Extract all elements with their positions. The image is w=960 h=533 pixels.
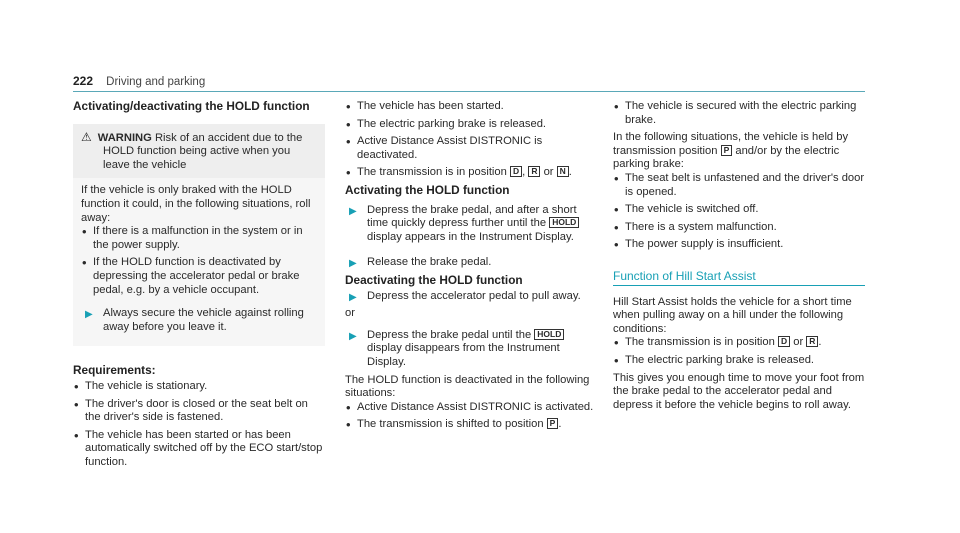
activating-heading: Activating the HOLD function: [345, 182, 510, 197]
hill-start-list: [613, 336, 865, 367]
requirements-list-cont: [345, 100, 595, 180]
warning-action: [81, 307, 317, 334]
column-3: [613, 100, 865, 412]
list-item-transmission: • The transmission is in position D , R or N .: [345, 166, 595, 180]
deactivation-list: [345, 401, 595, 432]
arrow-icon: ▶: [349, 258, 357, 270]
arrow-icon: ▶: [85, 309, 93, 321]
deactivating-heading: Deactivating the HOLD function: [345, 272, 523, 287]
arrow-icon: ▶: [349, 205, 357, 217]
warning-action-text: Always secure the vehicle against rolling away before you leave it.: [103, 307, 304, 333]
list-item: • The vehicle is stationary.: [73, 380, 325, 394]
list-item: • The seat belt is unfastened and the driver's door is opened.: [613, 172, 865, 199]
requirements-heading: Requirements:: [73, 363, 156, 378]
gear-d-symbol: D: [510, 166, 522, 177]
gear-p-symbol: P: [721, 145, 733, 156]
list-item: • Active Distance Assist DISTRONIC is deactivated.: [345, 135, 595, 162]
warning-body-text: If the vehicle is only braked with the HOLD function it could, in the following situations, roll away:: [81, 184, 311, 224]
list-item: • Active Distance Assist DISTRONIC is activated.: [345, 401, 595, 415]
gear-d-symbol: D: [778, 336, 790, 347]
list-item: • The vehicle has been started or has been automatically switched off by the ECO start/stop function.: [73, 429, 325, 470]
warning-text-1: Risk of an accident due to the: [154, 131, 303, 144]
list-item: • The vehicle has been started.: [345, 100, 595, 114]
gear-r-symbol: R: [528, 166, 540, 177]
header-rule: [73, 91, 865, 92]
page-title: Driving and parking: [106, 76, 206, 88]
list-item: • The transmission is shifted to position P .: [345, 418, 595, 432]
list-item: • There is a system malfunction.: [613, 221, 865, 235]
list-item: • The vehicle is secured with the electric parking brake.: [613, 100, 865, 127]
page-number: 222: [73, 74, 94, 88]
warning-header: [73, 124, 325, 179]
deactivation-para: The HOLD function is deactivated in the following situations:: [345, 373, 590, 400]
action-step: ▶ Depress the brake pedal, and after a short time quickly depress further until the HOLD display appears in the Instrument Display.: [345, 204, 595, 245]
list-item: • The electric parking brake is released.: [345, 118, 595, 132]
warning-box: [73, 124, 325, 347]
hill-start-heading: Function of Hill Start Assist: [613, 270, 865, 286]
warning-text-3: leave the vehicle: [103, 158, 187, 171]
list-item: • The driver's door is closed or the seat belt on the driver's side is fastened.: [73, 398, 325, 425]
hill-start-para: Hill Start Assist holds the vehicle for a short time when pulling away on a hill under the following conditions:: [613, 295, 852, 335]
held-para: In the following situations, the vehicle is held by transmission position P and/or by the electric parking brake:: [613, 131, 849, 171]
hold-symbol: HOLD: [549, 217, 579, 228]
arrow-icon: ▶: [349, 291, 357, 303]
list-item: • If the HOLD function is deactivated by depressing the accelerator pedal or brake pedal, e.g. by a vehicle occupant.: [81, 256, 317, 297]
column-1: [73, 100, 325, 473]
secured-list: [613, 100, 865, 127]
arrow-icon: ▶: [349, 330, 357, 342]
gear-n-symbol: N: [557, 166, 569, 177]
held-list: [613, 172, 865, 252]
hold-symbol: HOLD: [534, 329, 564, 340]
list-item: • The power supply is insufficient.: [613, 238, 865, 252]
list-item: • The electric parking brake is released.: [613, 354, 865, 368]
column-2: [345, 100, 595, 436]
or-text: or: [345, 307, 355, 320]
action-step: ▶ Depress the accelerator pedal to pull away.: [349, 289, 581, 303]
page-header: [73, 75, 865, 90]
action-step: ▶ Release the brake pedal.: [349, 256, 492, 270]
warning-title: WARNING: [97, 131, 152, 144]
section-heading-hold: Activating/deactivating the HOLD function: [73, 99, 310, 113]
list-item: • The transmission is in position D or R .: [613, 336, 865, 350]
hill-start-final: This gives you enough time to move your foot from the brake pedal to the accelerator pedal and depress it before the vehicle begins to roll away.: [613, 371, 865, 411]
warning-body: [73, 178, 325, 346]
action-step: ▶ Depress the brake pedal until the HOLD display disappears from the Instrument Display.: [345, 329, 595, 370]
requirements-list: [73, 380, 325, 470]
warning-text-2: HOLD function being active when you: [103, 145, 291, 158]
warning-triangle-icon: ⚠: [81, 129, 92, 144]
gear-p-symbol: P: [547, 418, 559, 429]
warning-list: [81, 225, 317, 297]
list-item: • The vehicle is switched off.: [613, 203, 865, 217]
gear-r-symbol: R: [806, 336, 818, 347]
list-item: • If there is a malfunction in the system or in the power supply.: [81, 225, 317, 252]
